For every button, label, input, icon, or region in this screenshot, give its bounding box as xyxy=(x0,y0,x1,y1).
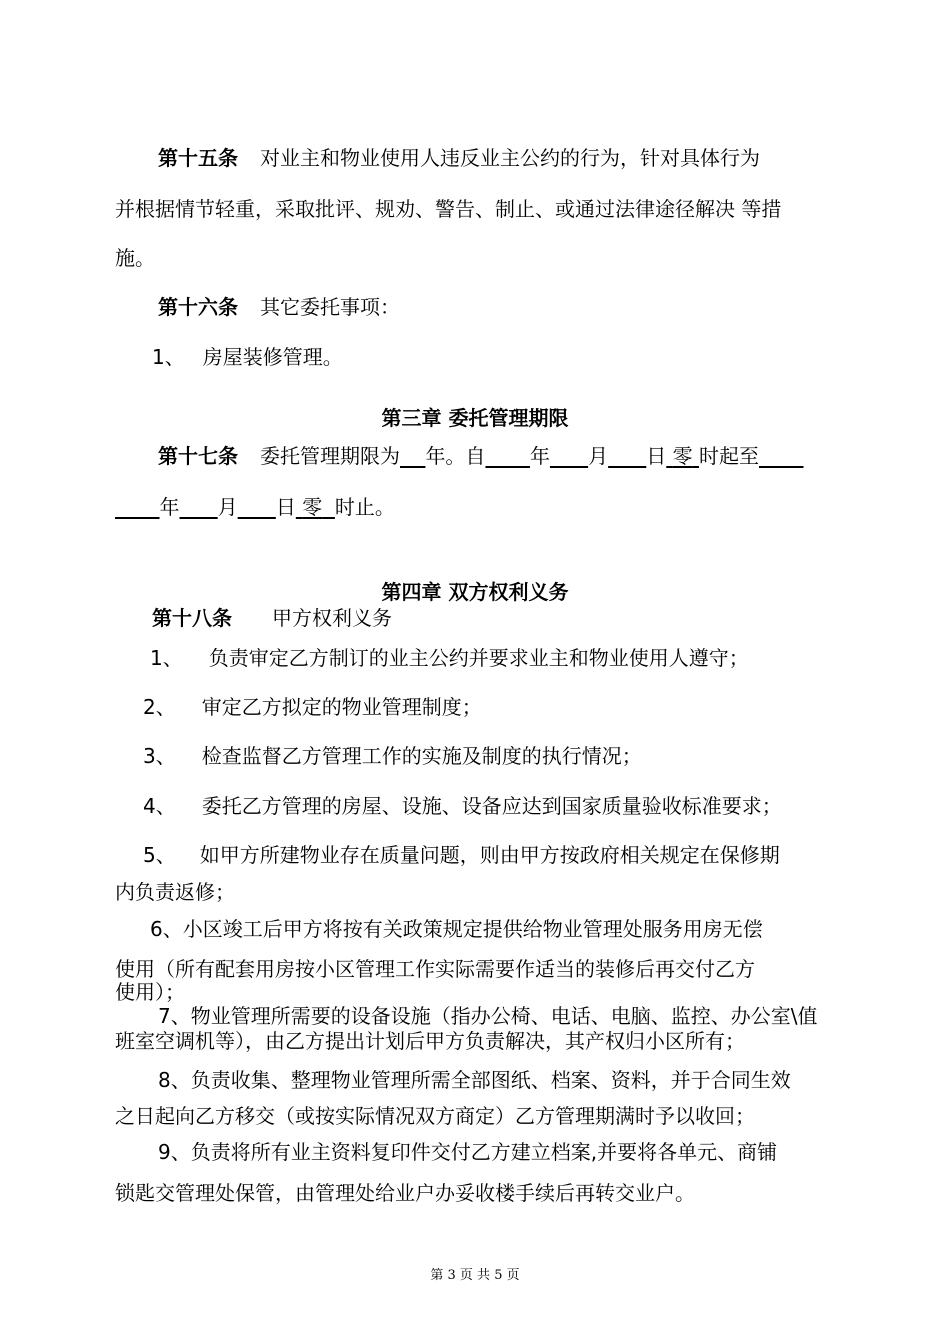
item-text: 审定乙方拟定的物业管理制度； xyxy=(201,695,482,719)
article-15-title: 第十五条 xyxy=(158,146,238,170)
list-item-continuation: 锁匙交管理处保管，由管理处给业户办妥收楼手续后再转交业户。 xyxy=(115,1181,695,1205)
end-hour-field[interactable] xyxy=(296,495,335,519)
article-17-text: 月 xyxy=(588,444,609,468)
item-number: 3、 xyxy=(143,744,176,768)
chapter-4-heading: 第四章 双方权利义务 xyxy=(381,580,569,604)
article-17-line-1 xyxy=(158,443,804,469)
item-number: 5、 xyxy=(143,843,176,867)
item-number: 2、 xyxy=(143,695,176,719)
item-text: 如甲方所建物业存在质量问题，则由甲方按政府相关规定在保修期 xyxy=(199,843,780,867)
list-item-continuation: 使用）； xyxy=(115,980,185,1004)
list-item xyxy=(158,1067,791,1093)
article-16-title: 第十六条 xyxy=(158,295,238,319)
item-number: 4、 xyxy=(143,794,176,818)
list-item xyxy=(143,694,482,720)
article-18-text: 甲方权利义务 xyxy=(272,606,392,630)
article-16-item-1 xyxy=(152,344,343,370)
item-text: 检查监督乙方管理工作的实施及制度的执行情况； xyxy=(201,744,642,768)
article-17-text: 时止。 xyxy=(334,495,395,519)
article-17-text: 年 xyxy=(529,444,550,468)
end-hour-value: 零 xyxy=(302,495,323,519)
item-number: 1、 xyxy=(152,345,185,369)
article-17-line-2 xyxy=(115,494,395,520)
list-item xyxy=(150,645,749,671)
item-text: 房屋装修管理。 xyxy=(202,345,343,369)
blank-end-year-part1[interactable] xyxy=(759,444,804,468)
item-number: 9、 xyxy=(158,1140,191,1164)
item-text: 负责收集、整理物业管理所需全部图纸、档案、资料，并于合同生效 xyxy=(190,1068,791,1092)
list-item-continuation: 内负责返修； xyxy=(115,880,235,904)
item-text: 小区竣工后甲方将按有关政策规定提供给物业管理处服务用房无偿 xyxy=(182,917,763,941)
list-item xyxy=(143,743,642,769)
item-text: 负责将所有业主资料复印件交付乙方建立档案,并要将各单元、商铺 xyxy=(190,1140,778,1164)
blank-end-month[interactable] xyxy=(180,495,218,519)
article-15-line-3: 施。 xyxy=(115,246,155,270)
blank-start-month[interactable] xyxy=(550,444,588,468)
list-item-continuation: 之日起向乙方移交（或按实际情况双方商定）乙方管理期满时予以收回； xyxy=(115,1104,755,1128)
article-17-text: 时起至 xyxy=(698,444,759,468)
item-number: 6、 xyxy=(150,917,183,941)
list-item xyxy=(143,842,780,868)
list-item xyxy=(158,1139,777,1165)
list-item xyxy=(150,916,763,942)
article-15-text-1: 对业主和物业使用人违反业主公约的行为，针对具体行为 xyxy=(260,146,760,170)
list-item xyxy=(143,793,782,819)
blank-end-day[interactable] xyxy=(238,495,276,519)
item-text: 委托乙方管理的房屋、设施、设备应达到国家质量验收标准要求； xyxy=(201,794,782,818)
article-15-line-1 xyxy=(158,145,760,171)
blank-start-day[interactable] xyxy=(608,444,646,468)
chapter-3-heading: 第三章 委托管理期限 xyxy=(381,406,569,430)
article-17-text: 委托管理期限为 xyxy=(260,444,400,468)
article-16-text: 其它委托事项： xyxy=(260,295,400,319)
item-number: 7、 xyxy=(158,1004,191,1028)
start-hour-value: 零 xyxy=(672,444,693,468)
list-item xyxy=(158,1003,817,1029)
article-17-text: 年 xyxy=(159,495,180,519)
blank-end-year-part2[interactable] xyxy=(115,495,160,519)
item-number: 8、 xyxy=(158,1068,191,1092)
article-17-title: 第十七条 xyxy=(158,444,238,468)
article-17-text: 月 xyxy=(217,495,238,519)
page-number-footer: 第 3 页 共 5 页 xyxy=(430,1268,520,1283)
article-16-line xyxy=(158,294,400,320)
list-item-continuation: 班室空调机等），由乙方提出计划后甲方负责解决，其产权归小区所有； xyxy=(115,1029,745,1053)
article-17-text: 日 xyxy=(275,495,296,519)
list-item-continuation: 使用（所有配套用房按小区管理工作实际需要作适当的装修后再交付乙方 xyxy=(115,957,755,981)
article-18-title: 第十八条 xyxy=(152,606,232,630)
article-17-text: 日 xyxy=(646,444,667,468)
article-18-line xyxy=(152,605,392,631)
blank-years[interactable] xyxy=(400,444,425,468)
start-hour-field[interactable] xyxy=(666,444,699,468)
article-17-text: 年。自 xyxy=(425,444,486,468)
item-text: 负责审定乙方制订的业主公约并要求业主和物业使用人遵守； xyxy=(208,646,749,670)
item-text: 物业管理所需要的设备设施（指办公椅、电话、电脑、监控、办公室\值 xyxy=(190,1004,818,1028)
article-15-line-2: 并根据情节轻重，采取批评、规劝、警告、制止、或通过法律途径解决 等措 xyxy=(115,197,782,221)
item-number: 1、 xyxy=(150,646,183,670)
blank-start-year[interactable] xyxy=(485,444,530,468)
